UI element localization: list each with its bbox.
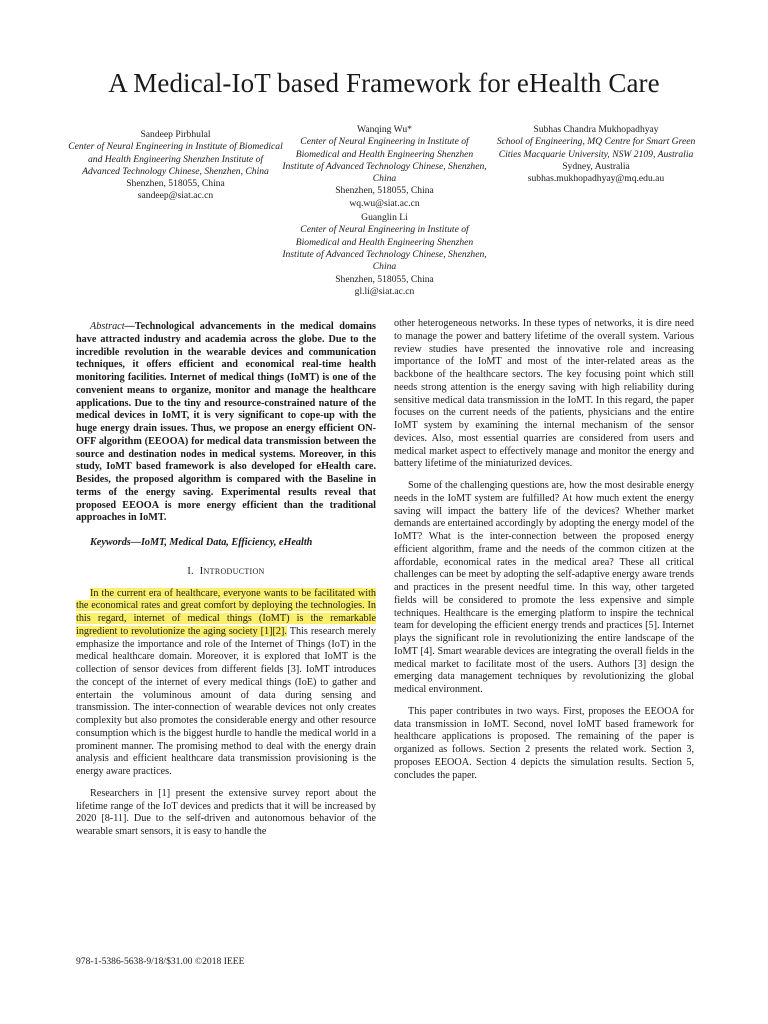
- author-block-2: [282, 124, 487, 298]
- author-affiliation: Center of Neural Engineering in Institute of Biomedical and Health Engineering Shenzhen Institute of Advanced Technology Chinese, Shenzhen, China: [68, 141, 283, 177]
- intro-paragraph-2: Researchers in [1] present the extensive survey report about the lifetime range of the IoT devices and predicts that it will be increased by 2020 [8-11]. Due to the self-driven and autonomous behavior of the wearable smart sensors, it is easy to handle the: [76, 787, 376, 837]
- author-location: Shenzhen, 518055, China: [335, 185, 434, 197]
- author-name: Sandeep Pirbhulal: [140, 129, 211, 140]
- section-title: Introduction: [199, 564, 265, 577]
- author-location: Shenzhen, 518055, China: [335, 273, 434, 285]
- intro-paragraph-1-rest: This research merely emphasize the importance and role of the Internet of Things (IoT) in the medical healthcare domain. Moreover, it is explored that IoMT is the collection of sensor devices from different fields [3]. IoMT introduces the concept of the internet of every medical things (IoE) to gather and entertain the voluminous amount of data during sensing and transmission. The inter-connection of wearable devices not only creates complexity but also promotes the considerable energy and other resource consumption which is the biggest hurdle to handle the medical world in a prominent manner. The promising method to deal with the energy drain analysis and efficient healthcare data transmission provisioning is the energy aware practices.: [76, 625, 376, 777]
- left-column: [76, 321, 376, 839]
- keywords-lead: Keywords: [90, 537, 131, 548]
- author-name: Subhas Chandra Mukhopadhyay: [533, 124, 659, 135]
- author-email: gl.li@siat.ac.cn: [354, 285, 415, 297]
- highlighted-text: In the current era of healthcare, everyone wants to be facilitated with the economical rates and great comfort by deploying the technologies. In this regard, internet of medical things (IoMT) is the remarkable ingredient to revolutionize the aging society [1][2].: [76, 587, 376, 637]
- author-email: wq.wu@siat.ac.cn: [349, 197, 420, 209]
- author-email: subhas.mukhopadhyay@mq.edu.au: [527, 173, 665, 185]
- author-location: Sydney, Australia: [562, 160, 630, 172]
- intro-paragraph-2-continued: other heterogeneous networks. In these types of networks, it is dire need to manage the power and battery lifetime of the overall system. Various review studies have presented the innovative role and increasing importance of the IoMT and most of the inter-related areas as the backbone of the healthcare sectors. The key focusing point which still needs strong attention is the energy saving with high reliability during sensitive medical data transmission in the IoMT. In this regard, the paper focuses on the current needs of the patients, physicians and the entire IoMT system by examining the internal mechanism of the sensor devices. Also, most essential quarries are considered from users and medical market aspect to effectively manage and monitor the energy and battery lifetime of the miniaturized devices.: [394, 318, 694, 470]
- author-block-3: [485, 124, 707, 185]
- author-affiliation: School of Engineering, MQ Centre for Smart Green Cities Macquarie University, NSW 2109, Australia: [496, 136, 696, 160]
- paper-title: A Medical-IoT based Framework for eHealth Care: [108, 68, 660, 98]
- keywords: [76, 537, 376, 550]
- author-email: sandeep@siat.ac.cn: [137, 190, 214, 202]
- author-affiliation: Center of Neural Engineering in Institute of Biomedical and Health Engineering Shenzhen Institute of Advanced Technology Chinese, Shenzhen, China: [282, 136, 487, 185]
- author-name: Guanglin Li: [361, 212, 408, 224]
- section-heading: [76, 565, 376, 579]
- abstract: [76, 321, 376, 525]
- abstract-text: —Technological advancements in the medical domains have attracted industry and academia across the globe. Due to the incredible revolution in the wearable devices and communication techniques, it offers efficient and economical real-time health monitoring facilities. Internet of medical things (IoMT) is one of the convenient means to organize, monitor and manage the healthcare applications. Due to the tiny and resource-constrained nature of the medical devices in IoMT, it is very significant to cope-up with the huge energy drain issues. Thus, we propose an energy efficient ON-OFF algorithm (EEOOA) for medical data transmission between the source and destination nodes in medical systems. Moreover, in this study, IoMT based framework is also developed for eHealth care. Besides, the proposed algorithm is compared with the Baseline in terms of the energy saving. Experimental results reveal that proposed EEOOA is more energy efficient than the traditional approaches in IoMT.: [76, 321, 376, 524]
- abstract-lead: Abstract: [90, 321, 125, 332]
- intro-paragraph-3: Some of the challenging questions are, how the most desirable energy needs in the IoMT system are fulfilled? At how much extent the energy saving will impact the battery life of the devices? Whether market demands are entertained accordingly by adopting the energy model of the IoMT? What is the inter-connection between the proposed energy efficient algorithm, frame and the needs of the common citizen at the affordable, economical rates in the medical area? These all critical challenges can be meet by adopting the self-adaptive energy aware trends and practices in the present needful time. In this way, other targeted fields will be considered to promote the less expensive and simple techniques. Healthcare is the emerging platform to inspire the technical team for developing the efficient energy trends and practices [5]. Internet plays the significant role in revolutionizing the entire landscape of the IoMT [4]. Smart wearable devices are integrating the overall fields in the medical market to facilitate most of the users. Authors [3] design the emerging data management techniques by revolutionizing the global medical environment.: [394, 480, 694, 695]
- author-block-1: [68, 129, 283, 203]
- intro-paragraph-4: This paper contributes in two ways. First, proposes the EEOOA for data transmission in IoMT. Second, novel IoMT based framework for healthcare applications is proposed. The remaining of the paper is organized as follows. Section 2 presents the related work. Section 3, proposes EEOOA. Section 4 depicts the simulation results. Section 5, concludes the paper.: [394, 705, 694, 781]
- copyright-footer: 978-1-5386-5638-9/18/$31.00 ©2018 IEEE: [76, 956, 245, 967]
- intro-paragraph-1: [76, 588, 376, 779]
- author-location: Shenzhen, 518055, China: [126, 178, 225, 190]
- keywords-text: —IoMT, Medical Data, Efficiency, eHealth: [130, 537, 313, 548]
- author-name: Wanqing Wu*: [357, 124, 412, 135]
- right-column: [394, 318, 694, 782]
- section-number: I.: [187, 565, 194, 577]
- author-affiliation: Center of Neural Engineering in Institute of Biomedical and Health Engineering Shenzhen Institute of Advanced Technology Chinese, Shenzhen, China: [282, 224, 487, 273]
